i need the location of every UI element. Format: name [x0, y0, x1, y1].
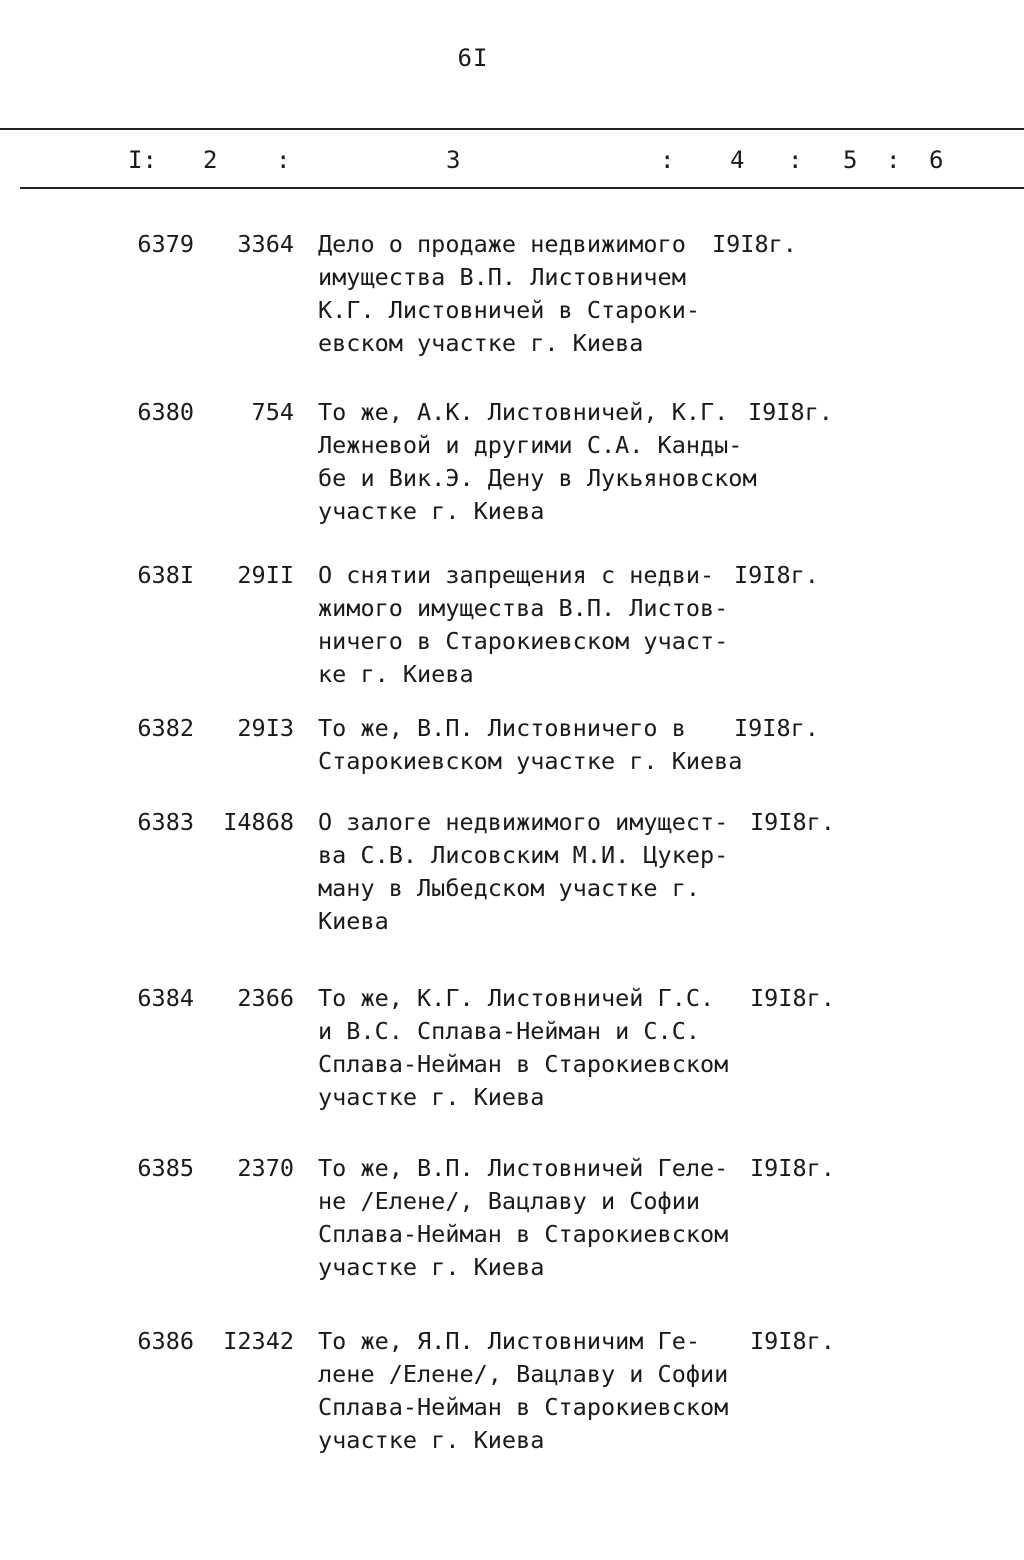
description-line: То же, В.П. Листовничего в	[318, 714, 686, 742]
description-line: Лежневой и другими С.А. Канды-	[318, 431, 743, 459]
entry-description	[318, 396, 757, 528]
description-line: То же, В.П. Листовничей Геле-	[318, 1154, 729, 1182]
column-header-2: 2	[203, 146, 218, 174]
description-line: и В.С. Сплава-Нейман и С.С.	[318, 1017, 701, 1045]
description-line: не /Елене/, Вацлаву и Софии	[318, 1187, 701, 1215]
description-line: О залоге недвижимого имущест-	[318, 808, 729, 836]
entry-number: 6384	[137, 984, 194, 1012]
entry-old-number: 3364	[237, 230, 294, 258]
description-line: участке г. Киева	[318, 1426, 545, 1454]
description-line: То же, Я.П. Листовничим Ге-	[318, 1327, 701, 1355]
entry-date: I9I8г.	[750, 1154, 835, 1182]
entry-date: I9I8г.	[750, 808, 835, 836]
header-bottom-rule	[20, 187, 1024, 189]
description-line: участке г. Киева	[318, 1253, 545, 1281]
entry-number: 6385	[137, 1154, 194, 1182]
column-header-6: 6	[929, 146, 944, 174]
description-line: То же, А.К. Листовничей, К.Г.	[318, 398, 729, 426]
entry-date: I9I8г.	[734, 561, 819, 589]
description-line: ке г. Киева	[318, 660, 474, 688]
description-line: евском участке г. Киева	[318, 329, 644, 357]
description-line: жимого имущества В.П. Листов-	[318, 594, 729, 622]
entry-old-number: 2370	[237, 1154, 294, 1182]
entry-old-number: 2366	[237, 984, 294, 1012]
entry-description	[318, 1152, 748, 1284]
entry-number: 6386	[137, 1327, 194, 1355]
description-line: бе и Вик.Э. Дену в Лукьяновском	[318, 464, 757, 492]
description-line: имущества В.П. Листовничем	[318, 263, 686, 291]
entry-description	[318, 559, 748, 691]
entry-old-number: 29II	[237, 561, 294, 589]
entry-date: I9I8г.	[750, 984, 835, 1012]
header-top-rule	[0, 128, 1024, 130]
description-line: Дело о продаже недвижимого	[318, 230, 686, 258]
entry-date: I9I8г.	[748, 398, 833, 426]
description-line: лене /Елене/, Вацлаву и Софии	[318, 1360, 729, 1388]
description-line: ничего в Старокиевском участ-	[318, 627, 729, 655]
description-line: Старокиевском участке г. Киева	[318, 747, 743, 775]
description-line: О снятии запрещения с недви-	[318, 561, 715, 589]
entry-old-number: I4868	[223, 808, 294, 836]
page-number: 6I	[457, 44, 489, 72]
entry-description	[318, 1325, 748, 1457]
description-line: То же, К.Г. Листовничей Г.С.	[318, 984, 715, 1012]
entry-number: 6382	[137, 714, 194, 742]
entry-date: I9I8г.	[712, 230, 797, 258]
description-line: ману в Лыбедском участке г.	[318, 874, 701, 902]
entry-date: I9I8г.	[750, 1327, 835, 1355]
description-line: участке г. Киева	[318, 497, 545, 525]
column-header-3: 3	[446, 146, 461, 174]
column-header-4: 4	[730, 146, 745, 174]
column-separator-4: :	[886, 146, 901, 174]
entry-number: 6380	[137, 398, 194, 426]
entry-old-number: 754	[251, 398, 294, 426]
entry-date: I9I8г.	[734, 714, 819, 742]
entry-number: 6379	[137, 230, 194, 258]
description-line: К.Г. Листовничей в Староки-	[318, 296, 701, 324]
description-line: участке г. Киева	[318, 1083, 545, 1111]
entry-description	[318, 712, 748, 778]
column-header-1: I:	[128, 146, 157, 174]
entry-description	[318, 806, 748, 938]
column-separator-2: :	[660, 146, 675, 174]
entry-old-number: I2342	[223, 1327, 294, 1355]
description-line: Сплава-Нейман в Старокиевском	[318, 1050, 729, 1078]
entry-number: 6383	[137, 808, 194, 836]
entry-description	[318, 228, 748, 360]
column-header-5: 5	[843, 146, 858, 174]
column-separator-3: :	[788, 146, 803, 174]
description-line: ва С.В. Лисовским М.И. Цукер-	[318, 841, 729, 869]
description-line: Сплава-Нейман в Старокиевском	[318, 1220, 729, 1248]
entry-number: 638I	[137, 561, 194, 589]
description-line: Киева	[318, 907, 389, 935]
entry-description	[318, 982, 748, 1114]
description-line: Сплава-Нейман в Старокиевском	[318, 1393, 729, 1421]
column-separator-1: :	[276, 146, 291, 174]
entry-old-number: 29I3	[237, 714, 294, 742]
